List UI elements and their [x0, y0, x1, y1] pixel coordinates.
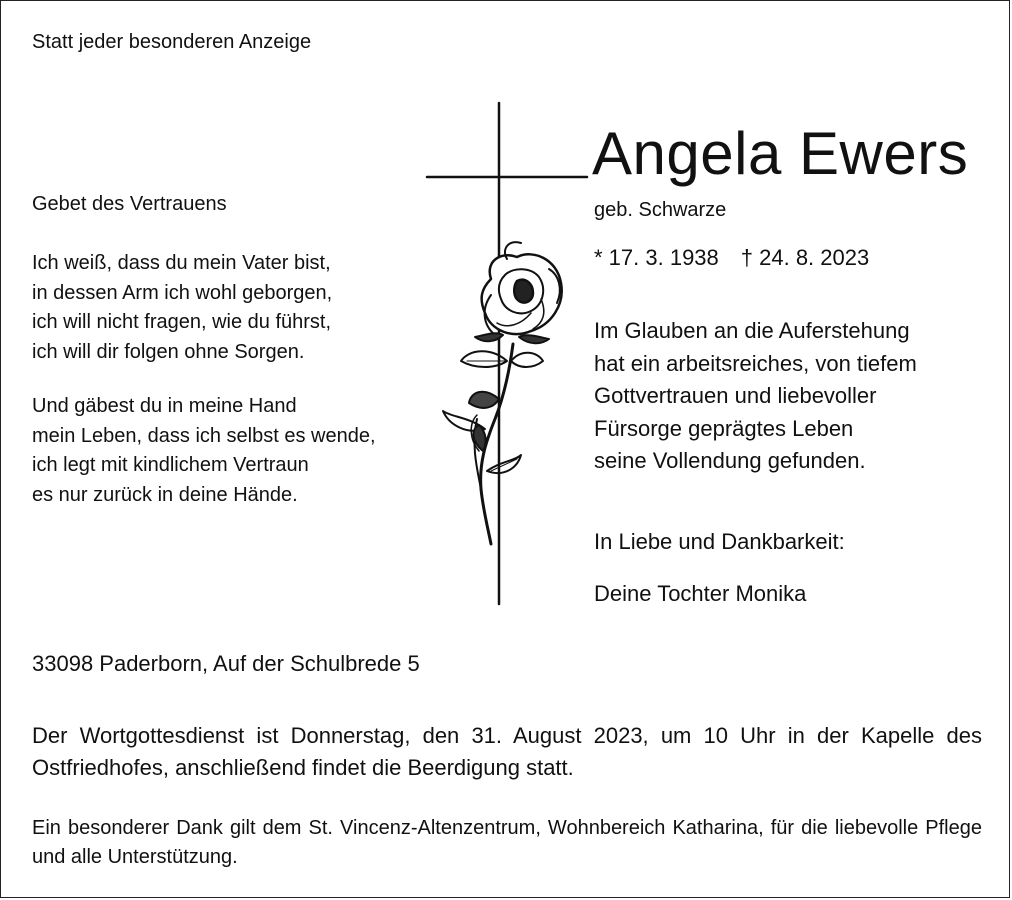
cross-icon — [421, 99, 591, 609]
rose-icon — [443, 242, 562, 544]
verse-line: Ich weiß, dass du mein Vater bist, — [32, 252, 331, 274]
signer: Deine Tochter Monika — [594, 581, 807, 606]
death-date: † 24. 8. 2023 — [740, 245, 870, 270]
message-line: Fürsorge geprägtes Leben — [594, 415, 854, 441]
verse-line: ich legt mit kindlichem Vertraun — [32, 454, 309, 476]
service-info: Der Wortgottesdienst ist Donnerstag, den 31. August 2023, um 10 Uhr in der Kapelle des Ostfriedhofes, anschließend findet die Beerdigung statt. — [32, 723, 982, 780]
prayer-title: Gebet des Vertrauens — [32, 193, 227, 215]
deceased-name: Angela Ewers — [592, 120, 969, 187]
closing-line: In Liebe und Dankbarkeit: — [594, 529, 845, 554]
prayer-stanza-1 — [32, 249, 332, 367]
memorial-message — [594, 315, 917, 478]
verse-line: es nur zurück in deine Hände. — [32, 483, 298, 506]
verse-line: Und gäbest du in meine Hand — [32, 395, 297, 417]
verse-line: ich will nicht fragen, wie du führst, — [32, 311, 332, 333]
message-line: Im Glauben an die Auferstehung — [594, 318, 910, 343]
intro-text: Statt jeder besonderen Anzeige — [32, 31, 312, 53]
verse-line: ich will dir folgen ohne Sorgen. — [32, 340, 305, 363]
message-line: seine Vollendung gefunden. — [594, 448, 866, 473]
message-line: hat ein arbeitsreiches, von tiefem — [594, 350, 917, 376]
verse-line: mein Leben, dass ich selbst es wende, — [32, 424, 376, 447]
gratitude-note: Ein besonderer Dank gilt dem St. Vincenz-Altenzentrum, Wohnbereich Katharina, für die liebevolle Pflege und alle Unterstützung. — [32, 817, 982, 868]
verse-line: in dessen Arm ich wohl geborgen, — [32, 281, 333, 304]
birth-name: geb. Schwarze — [594, 199, 727, 221]
life-dates — [594, 245, 869, 271]
prayer-stanza-2 — [32, 392, 376, 510]
address: 33098 Paderborn, Auf der Schulbrede 5 — [32, 651, 420, 676]
birth-date: * 17. 3. 1938 — [594, 245, 719, 270]
message-line: Gottvertrauen und liebevoller — [594, 383, 877, 408]
